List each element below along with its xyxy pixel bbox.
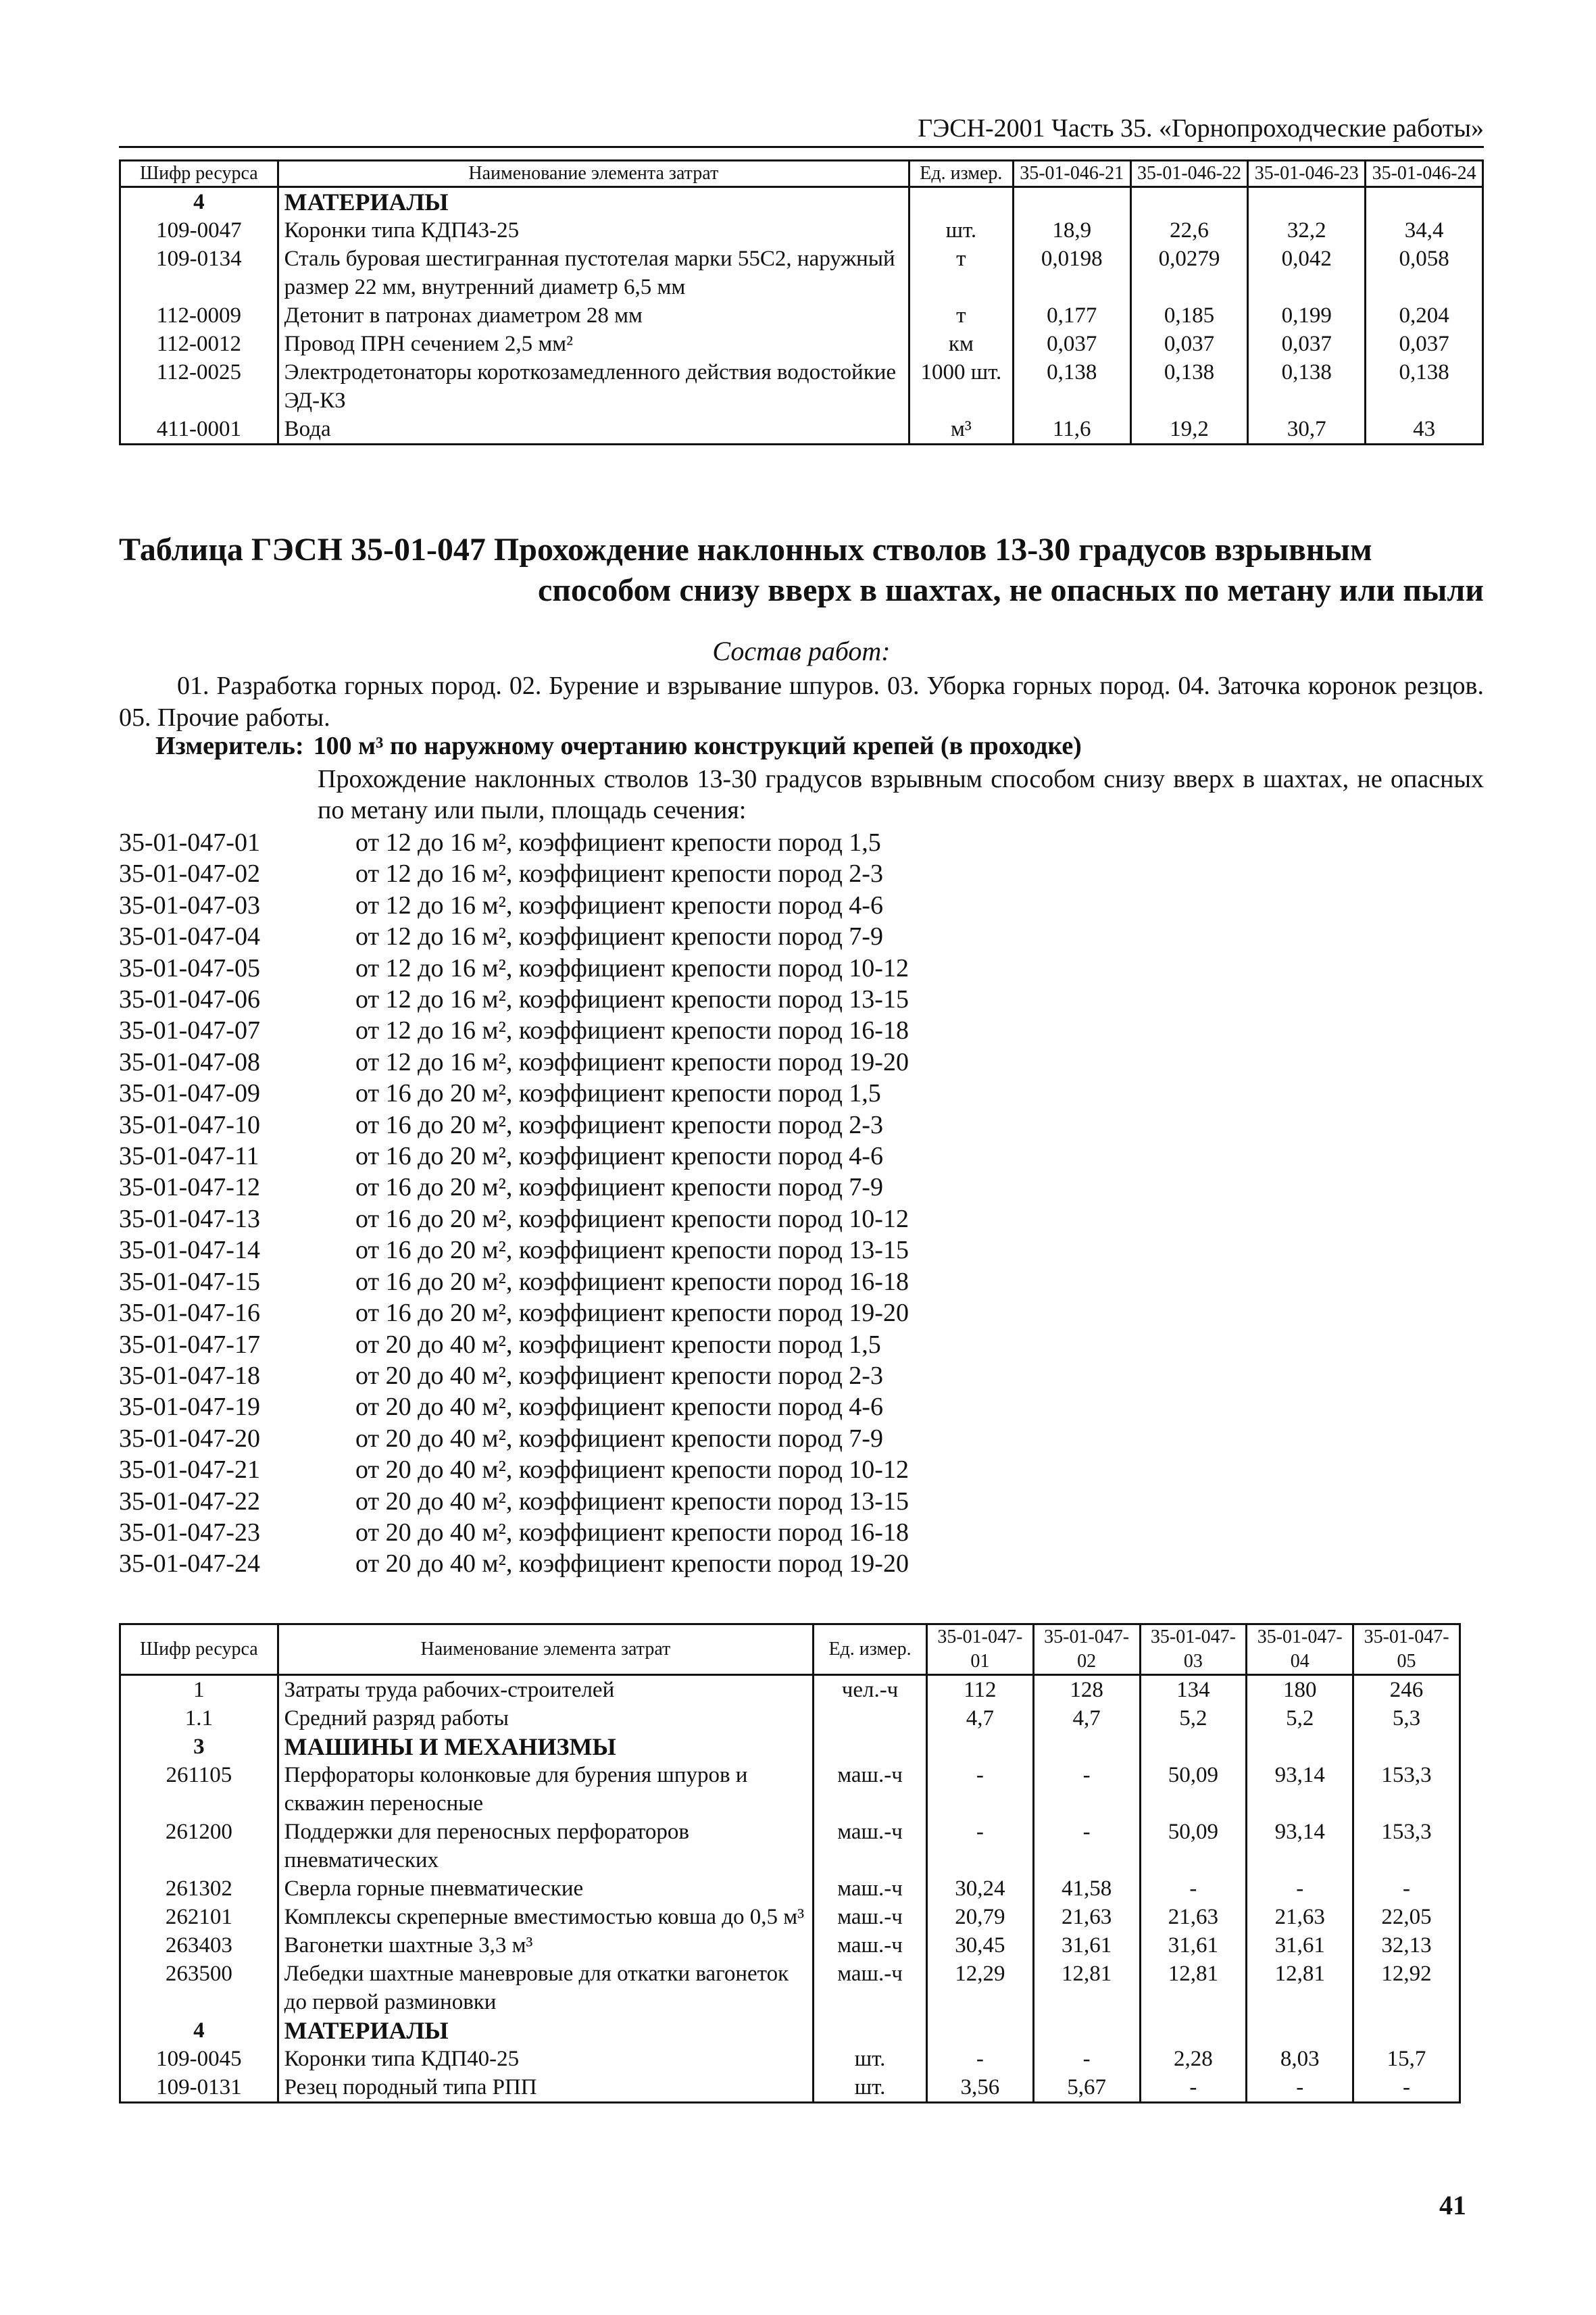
value-cell: 18,9 [1013, 216, 1130, 245]
norm-item [119, 1548, 909, 1579]
value-cell: 12,81 [1140, 1960, 1247, 2016]
value-cell [1140, 2016, 1247, 2045]
header-cost-element: Наименование элемента затрат [278, 1624, 813, 1675]
measurement-text: 100 м³ по наружному очертанию конструкций крепей (в проходке) [313, 732, 1082, 760]
value-cell: - [926, 2045, 1033, 2073]
cost-element-name: Вагонетки шахтные 3,3 м³ [278, 1931, 813, 1960]
resource-code: 3 [120, 1733, 278, 1761]
header-norm-col: 35-01-046-22 [1130, 161, 1248, 187]
norm-description: от 12 до 16 м², коэффициент крепости пород 16-18 [355, 1016, 909, 1045]
header-norm-col: 35-01-047-03 [1140, 1624, 1247, 1675]
value-cell: 0,037 [1248, 330, 1366, 358]
norms-list [119, 827, 909, 1580]
norm-description: от 16 до 20 м², коэффициент крепости пород 13-15 [355, 1236, 909, 1265]
norm-description: от 12 до 16 м², коэффициент крепости пород 10-12 [355, 953, 909, 982]
value-cell: 21,63 [1247, 1903, 1353, 1931]
value-cell: 0,199 [1248, 301, 1366, 330]
norm-description: от 12 до 16 м², коэффициент крепости пород 7-9 [355, 922, 883, 951]
unit-cell: маш.-ч [814, 1761, 927, 1818]
norm-item [119, 1329, 909, 1360]
resource-code: 4 [120, 187, 278, 217]
table-row [120, 1761, 1460, 1818]
value-cell: 0,138 [1366, 358, 1483, 415]
value-cell [1033, 2016, 1140, 2045]
unit-cell: м³ [909, 415, 1013, 445]
norm-item [119, 1423, 909, 1454]
value-cell: 41,58 [1033, 1874, 1140, 1903]
value-cell [1130, 187, 1248, 217]
value-cell: - [1353, 1874, 1460, 1903]
value-cell: 12,92 [1353, 1960, 1460, 2016]
header-norm-col: 35-01-047-05 [1353, 1624, 1460, 1675]
norm-item [119, 1297, 909, 1328]
cost-element-name: Коронки типа КДП43-25 [278, 216, 909, 245]
resource-code: 109-0131 [120, 2073, 278, 2103]
resource-code: 112-0025 [120, 358, 278, 415]
cost-element-name: Сверла горные пневматические [278, 1874, 813, 1903]
value-cell: 0,177 [1013, 301, 1130, 330]
norm-code: 35-01-047-21 [119, 1455, 260, 1485]
norm-code: 35-01-047-04 [119, 922, 260, 951]
header-cost-element: Наименование элемента затрат [278, 161, 909, 187]
unit-cell: маш.-ч [814, 1931, 927, 1960]
norm-code: 35-01-047-08 [119, 1047, 260, 1076]
value-cell [1366, 187, 1483, 217]
resource-code: 261302 [120, 1874, 278, 1903]
norm-code: 35-01-047-10 [119, 1110, 260, 1139]
value-cell: 153,3 [1353, 1818, 1460, 1874]
table-row [120, 1960, 1460, 2016]
value-cell: 30,45 [926, 1931, 1033, 1960]
norm-description: от 20 до 40 м², коэффициент крепости пород 2-3 [355, 1361, 883, 1390]
value-cell [1247, 2016, 1353, 2045]
table-row [120, 1903, 1460, 1931]
value-cell [1248, 187, 1366, 217]
norm-item [119, 1141, 909, 1172]
norm-description: от 12 до 16 м², коэффициент крепости пород 1,5 [355, 828, 881, 857]
header-norm-col: 35-01-047-02 [1033, 1624, 1140, 1675]
value-cell: 4,7 [1033, 1704, 1140, 1733]
norm-code: 35-01-047-03 [119, 891, 260, 920]
unit-cell: шт. [909, 216, 1013, 245]
norm-item [119, 1454, 909, 1485]
value-cell: 246 [1353, 1675, 1460, 1705]
cost-element-name: МАТЕРИАЛЫ [278, 187, 909, 217]
value-cell: 0,138 [1130, 358, 1248, 415]
value-cell [1247, 1733, 1353, 1761]
norm-code: 35-01-047-22 [119, 1487, 260, 1516]
cost-element-name: Коронки типа КДП40-25 [278, 2045, 813, 2073]
unit-cell: т [909, 301, 1013, 330]
table-row [120, 1818, 1460, 1874]
value-cell: 22,6 [1130, 216, 1248, 245]
resource-code: 261200 [120, 1818, 278, 1874]
table-row [120, 2016, 1460, 2045]
value-cell: - [1033, 2045, 1140, 2073]
norm-item [119, 1015, 909, 1046]
cost-element-name: Сталь буровая шестигранная пустотелая марки 55С2, наружный размер 22 мм, внутренний диаметр 6,5 мм [278, 245, 909, 301]
table-row [120, 245, 1483, 301]
unit-cell: маш.-ч [814, 1903, 927, 1931]
norm-description: от 20 до 40 м², коэффициент крепости пород 1,5 [355, 1330, 881, 1359]
value-cell: 0,138 [1248, 358, 1366, 415]
norm-item [119, 953, 909, 984]
cost-element-name: Вода [278, 415, 909, 445]
value-cell: 5,67 [1033, 2073, 1140, 2103]
norm-item [119, 858, 909, 889]
value-cell: 11,6 [1013, 415, 1130, 445]
norm-description: от 20 до 40 м², коэффициент крепости пород 4-6 [355, 1393, 883, 1422]
value-cell: 0,037 [1130, 330, 1248, 358]
cost-element-name: Средний разряд работы [278, 1704, 813, 1733]
value-cell: 134 [1140, 1675, 1247, 1705]
page-number: 41 [1439, 2190, 1466, 2220]
cost-element-name: Затраты труда рабочих-строителей [278, 1675, 813, 1705]
table-row [120, 358, 1483, 415]
norm-description: от 12 до 16 м², коэффициент крепости пород 4-6 [355, 891, 883, 920]
value-cell: - [1247, 2073, 1353, 2103]
table-row [120, 2045, 1460, 2073]
value-cell: 0,037 [1013, 330, 1130, 358]
value-cell [926, 2016, 1033, 2045]
running-header: ГЭСН-2001 Часть 35. «Горнопроходческие работы» [918, 114, 1484, 143]
table-row [120, 1675, 1460, 1705]
table-row [120, 1704, 1460, 1733]
norm-description: от 16 до 20 м², коэффициент крепости пород 16-18 [355, 1267, 909, 1296]
cost-element-name: Комплексы скреперные вместимостью ковша до 0,5 м³ [278, 1903, 813, 1931]
cost-element-name: МАТЕРИАЛЫ [278, 2016, 813, 2045]
header-resource-code: Шифр ресурса [120, 161, 278, 187]
norm-code: 35-01-047-05 [119, 953, 260, 982]
value-cell: 128 [1033, 1675, 1140, 1705]
value-cell: 2,28 [1140, 2045, 1247, 2073]
resource-code: 112-0009 [120, 301, 278, 330]
value-cell: 0,0198 [1013, 245, 1130, 301]
norm-code: 35-01-047-02 [119, 860, 260, 889]
value-cell: 22,05 [1353, 1903, 1460, 1931]
cost-element-name: Поддержки для переносных перфораторов пневматических [278, 1818, 813, 1874]
unit-cell: маш.-ч [814, 1818, 927, 1874]
resource-code: 109-0047 [120, 216, 278, 245]
header-rule [119, 146, 1484, 148]
norm-description: от 16 до 20 м², коэффициент крепости пород 19-20 [355, 1299, 909, 1328]
table-row [120, 1931, 1460, 1960]
norm-code: 35-01-047-20 [119, 1424, 260, 1453]
norm-item [119, 1078, 909, 1109]
value-cell: 8,03 [1247, 2045, 1353, 2073]
value-cell: 31,61 [1140, 1931, 1247, 1960]
unit-cell: км [909, 330, 1013, 358]
materials-table-046 [119, 159, 1484, 445]
value-cell: 21,63 [1033, 1903, 1140, 1931]
header-norm-col: 35-01-046-21 [1013, 161, 1130, 187]
value-cell [926, 1733, 1033, 1761]
value-cell: 31,61 [1033, 1931, 1140, 1960]
norm-code: 35-01-047-17 [119, 1330, 260, 1359]
value-cell: 19,2 [1130, 415, 1248, 445]
norm-description: от 20 до 40 м², коэффициент крепости пород 13-15 [355, 1487, 909, 1516]
table-row [120, 1733, 1460, 1761]
norm-description: от 20 до 40 м², коэффициент крепости пород 7-9 [355, 1424, 883, 1453]
resource-code: 109-0134 [120, 245, 278, 301]
unit-cell: маш.-ч [814, 1874, 927, 1903]
value-cell [1033, 1733, 1140, 1761]
norm-item [119, 1047, 909, 1078]
unit-cell: шт. [814, 2073, 927, 2103]
norm-code: 35-01-047-16 [119, 1299, 260, 1328]
norm-item [119, 1110, 909, 1141]
cost-element-name: Перфораторы колонковые для бурения шпуров и скважин переносные [278, 1761, 813, 1818]
value-cell: - [1353, 2073, 1460, 2103]
value-cell: 0,058 [1366, 245, 1483, 301]
norm-description: от 16 до 20 м², коэффициент крепости пород 1,5 [355, 1079, 881, 1108]
norm-description: от 12 до 16 м², коэффициент крепости пород 2-3 [355, 860, 883, 889]
unit-cell: т [909, 245, 1013, 301]
norm-code: 35-01-047-09 [119, 1079, 260, 1108]
value-cell: 0,042 [1248, 245, 1366, 301]
norm-description: от 20 до 40 м², коэффициент крепости пород 19-20 [355, 1549, 909, 1578]
table-title-line-2: способом снизу вверх в шахтах, не опасных по метану или пыли [537, 572, 1484, 608]
norm-item [119, 1486, 909, 1517]
value-cell: - [926, 1818, 1033, 1874]
value-cell: 0,0279 [1130, 245, 1248, 301]
cost-element-name: Провод ПРН сечением 2,5 мм² [278, 330, 909, 358]
value-cell: 32,2 [1248, 216, 1366, 245]
table-row [120, 2073, 1460, 2103]
unit-cell [814, 1704, 927, 1733]
norms-intro: Прохождение наклонных стволов 13-30 градусов взрывным способом снизу вверх в шахтах, не опасных по метану или пыли, площадь сечения: [318, 765, 1484, 824]
cost-table-047 [119, 1623, 1461, 2104]
header-norm-col: 35-01-047-04 [1247, 1624, 1353, 1675]
value-cell: 0,185 [1130, 301, 1248, 330]
value-cell: 4,7 [926, 1704, 1033, 1733]
header-norm-col: 35-01-046-23 [1248, 161, 1366, 187]
norm-code: 35-01-047-12 [119, 1173, 260, 1202]
table-row [120, 301, 1483, 330]
resource-code: 1 [120, 1675, 278, 1705]
resource-code: 262101 [120, 1903, 278, 1931]
norm-code: 35-01-047-18 [119, 1361, 260, 1390]
unit-cell: 1000 шт. [909, 358, 1013, 415]
norm-item [119, 1235, 909, 1266]
value-cell: 50,09 [1140, 1761, 1247, 1818]
value-cell: 5,2 [1247, 1704, 1353, 1733]
value-cell [1353, 2016, 1460, 2045]
value-cell: 93,14 [1247, 1761, 1353, 1818]
header-unit: Ед. измер. [909, 161, 1013, 187]
norm-description: от 20 до 40 м², коэффициент крепости пород 16-18 [355, 1518, 909, 1547]
table-row [120, 415, 1483, 445]
value-cell: - [1033, 1818, 1140, 1874]
table-row [120, 330, 1483, 358]
resource-code: 4 [120, 2016, 278, 2045]
unit-cell: чел.-ч [814, 1675, 927, 1705]
value-cell: 31,61 [1247, 1931, 1353, 1960]
value-cell: - [1140, 2073, 1247, 2103]
norm-item [119, 984, 909, 1015]
norm-description: от 20 до 40 м², коэффициент крепости пород 10-12 [355, 1455, 909, 1485]
cost-element-name: Резец породный типа РПП [278, 2073, 813, 2103]
norm-code: 35-01-047-07 [119, 1016, 260, 1045]
resource-code: 263500 [120, 1960, 278, 2016]
unit-cell [814, 2016, 927, 2045]
table-row [120, 187, 1483, 217]
unit-cell: маш.-ч [814, 1960, 927, 2016]
table-title [119, 530, 1484, 611]
cost-element-name: МАШИНЫ И МЕХАНИЗМЫ [278, 1733, 813, 1761]
value-cell: 50,09 [1140, 1818, 1247, 1874]
norm-description: от 16 до 20 м², коэффициент крепости пород 4-6 [355, 1142, 883, 1171]
header-unit: Ед. измер. [814, 1624, 927, 1675]
resource-code: 411-0001 [120, 415, 278, 445]
resource-code: 1.1 [120, 1704, 278, 1733]
value-cell: 153,3 [1353, 1761, 1460, 1818]
norm-code: 35-01-047-23 [119, 1518, 260, 1547]
table-row [120, 216, 1483, 245]
norm-item [119, 890, 909, 921]
value-cell: - [1247, 1874, 1353, 1903]
norm-item [119, 921, 909, 952]
value-cell: 3,56 [926, 2073, 1033, 2103]
norm-code: 35-01-047-13 [119, 1204, 260, 1233]
norm-description: от 12 до 16 м², коэффициент крепости пород 19-20 [355, 1047, 909, 1076]
table-row [120, 1874, 1460, 1903]
value-cell: 5,2 [1140, 1704, 1247, 1733]
value-cell: 30,7 [1248, 415, 1366, 445]
value-cell: 93,14 [1247, 1818, 1353, 1874]
resource-code: 263403 [120, 1931, 278, 1960]
norm-item [119, 1172, 909, 1203]
norm-code: 35-01-047-06 [119, 985, 260, 1014]
norm-code: 35-01-047-24 [119, 1549, 260, 1578]
norm-code: 35-01-047-01 [119, 828, 260, 857]
value-cell: 112 [926, 1675, 1033, 1705]
cost-element-name: Лебедки шахтные маневровые для откатки вагонеток до первой разминовки [278, 1960, 813, 2016]
norm-code: 35-01-047-15 [119, 1267, 260, 1296]
value-cell: 0,037 [1366, 330, 1483, 358]
norm-description: от 16 до 20 м², коэффициент крепости пород 10-12 [355, 1204, 909, 1233]
resource-code: 109-0045 [120, 2045, 278, 2073]
norm-item [119, 1391, 909, 1422]
norm-description: от 16 до 20 м², коэффициент крепости пород 2-3 [355, 1110, 883, 1139]
value-cell: 180 [1247, 1675, 1353, 1705]
measurement-unit [155, 731, 1082, 761]
header-norm-col: 35-01-047-01 [926, 1624, 1033, 1675]
norm-item [119, 827, 909, 858]
cost-element-name: Электродетонаторы короткозамедленного действия водостойкие ЭД-КЗ [278, 358, 909, 415]
value-cell: 20,79 [926, 1903, 1033, 1931]
value-cell: 5,3 [1353, 1704, 1460, 1733]
header-resource-code: Шифр ресурса [120, 1624, 278, 1675]
value-cell: 0,204 [1366, 301, 1483, 330]
value-cell: 21,63 [1140, 1903, 1247, 1931]
norm-code: 35-01-047-19 [119, 1393, 260, 1422]
norm-item [119, 1517, 909, 1548]
value-cell: - [1033, 1761, 1140, 1818]
value-cell: 12,81 [1033, 1960, 1140, 2016]
norm-code: 35-01-047-14 [119, 1236, 260, 1265]
resource-code: 112-0012 [120, 330, 278, 358]
norm-item [119, 1360, 909, 1391]
value-cell: 0,138 [1013, 358, 1130, 415]
value-cell: 12,81 [1247, 1960, 1353, 2016]
value-cell: 34,4 [1366, 216, 1483, 245]
composition-text: 01. Разработка горных пород. 02. Бурение и взрывание шпуров. 03. Уборка горных пород. 04. Заточка коронок резцов. 05. Прочие работы. [119, 672, 1484, 732]
value-cell: 12,29 [926, 1960, 1033, 2016]
unit-cell: шт. [814, 2045, 927, 2073]
value-cell: 15,7 [1353, 2045, 1460, 2073]
value-cell: 43 [1366, 415, 1483, 445]
value-cell: 32,13 [1353, 1931, 1460, 1960]
header-norm-col: 35-01-046-24 [1366, 161, 1483, 187]
value-cell: - [926, 1761, 1033, 1818]
resource-code: 261105 [120, 1761, 278, 1818]
value-cell [1013, 187, 1130, 217]
value-cell: 30,24 [926, 1874, 1033, 1903]
unit-cell [909, 187, 1013, 217]
cost-element-name: Детонит в патронах диаметром 28 мм [278, 301, 909, 330]
value-cell: - [1140, 1874, 1247, 1903]
measurement-label: Измеритель: [155, 732, 304, 760]
value-cell [1353, 1733, 1460, 1761]
norm-description: от 12 до 16 м², коэффициент крепости пород 13-15 [355, 985, 909, 1014]
composition-heading: Состав работ: [712, 636, 891, 666]
norm-item [119, 1203, 909, 1235]
value-cell [1140, 1733, 1247, 1761]
norm-item [119, 1266, 909, 1297]
table-title-line-1: Таблица ГЭСН 35-01-047 Прохождение наклонных стволов 13-30 градусов взрывным [119, 532, 1372, 568]
norm-description: от 16 до 20 м², коэффициент крепости пород 7-9 [355, 1173, 883, 1202]
norm-code: 35-01-047-11 [119, 1142, 259, 1171]
unit-cell [814, 1733, 927, 1761]
